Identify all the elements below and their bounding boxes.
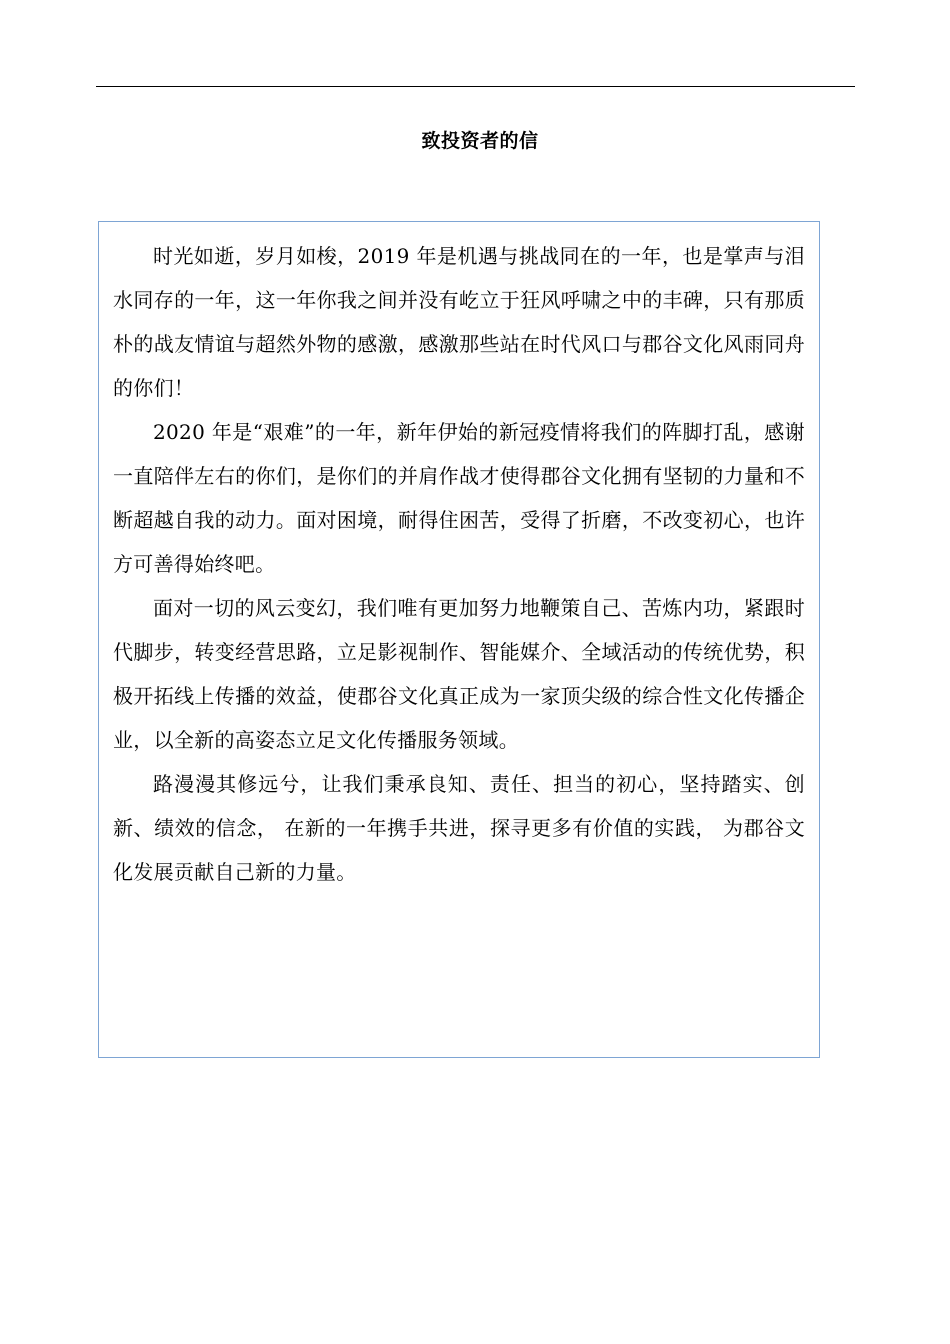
letter-paragraph-3: 面对一切的风云变幻，我们唯有更加努力地鞭策自己、苦炼内功，紧跟时代脚步，转变经营思路，立足影视制作、智能媒介、全域活动的传统优势，积极开拓线上传播的效益，使郡谷文化真正成为一家顶尖级的综合性文化传播企业，以全新的高姿态立足文化传播服务领域。 [113, 596, 805, 752]
letter-paragraph-2: 2020 年是“艰难”的一年，新年伊始的新冠疫情将我们的阵脚打乱，感谢一直陪伴左右的你们，是你们的并肩作战才使得郡谷文化拥有坚韧的力量和不断超越自我的动力。面对困境，耐得住困苦，受得了折磨，不改变初心，也许方可善得始终吧。 [113, 420, 805, 576]
header-rule [96, 86, 855, 87]
letter-paragraph-1: 时光如逝，岁月如梭，2019 年是机遇与挑战同在的一年，也是掌声与泪水同存的一年，这一年你我之间并没有屹立于狂风呼啸之中的丰碑，只有那质朴的战友情谊与超然外物的感激，感激那些站在时代风口与郡谷文化风雨同舟的你们！ [113, 244, 805, 400]
letter-paragraph-4: 路漫漫其修远兮，让我们秉承良知、责任、担当的初心，坚持踏实、创新、绩效的信念， 在新的一年携手共进，探寻更多有价值的实践， 为郡谷文化发展贡献自己新的力量。 [113, 772, 805, 884]
letter-box [98, 221, 820, 1058]
page-title: 致投资者的信 [421, 130, 539, 152]
